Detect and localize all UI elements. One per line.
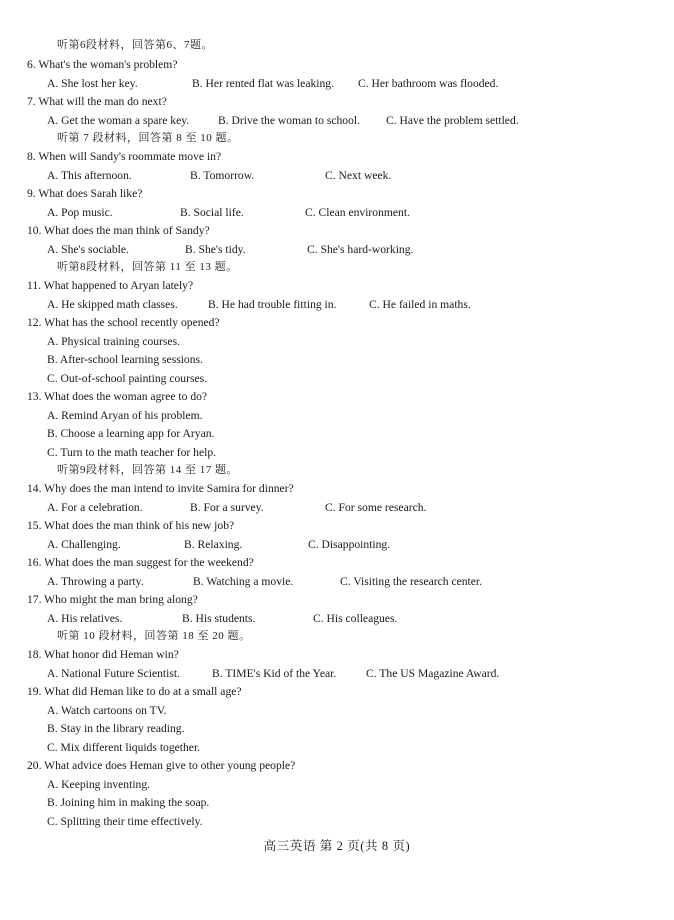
option-a: A. Get the woman a spare key. <box>47 114 190 127</box>
option-a: A. National Future Scientist. <box>47 667 180 680</box>
option-b: B. She's tidy. <box>185 243 246 256</box>
option-a: A. Pop music. <box>47 206 113 219</box>
option-b: B. Stay in the library reading. <box>47 722 185 735</box>
option-c: C. For some research. <box>325 501 427 514</box>
option-b: B. Choose a learning app for Aryan. <box>47 427 215 440</box>
option-c: C. Out-of-school painting courses. <box>47 372 208 385</box>
option-a: A. He skipped math classes. <box>47 298 178 311</box>
option-b: B. Relaxing. <box>184 538 243 551</box>
option-c: C. Disappointing. <box>308 538 391 551</box>
option-c: C. Mix different liquids together. <box>47 741 201 754</box>
option-a: A. Challenging. <box>47 538 121 551</box>
option-c: C. Have the problem settled. <box>386 114 519 127</box>
option-c: C. Next week. <box>325 169 392 182</box>
question-stem: 16. What does the man suggest for the weekend? <box>27 556 254 569</box>
option-c: C. His colleagues. <box>313 612 398 625</box>
option-b: B. Her rented flat was leaking. <box>192 77 334 90</box>
option-b: B. Watching a movie. <box>193 575 294 588</box>
question-stem: 8. When will Sandy's roommate move in? <box>27 150 222 163</box>
option-a: A. For a celebration. <box>47 501 143 514</box>
question-stem: 17. Who might the man bring along? <box>27 593 198 606</box>
option-c: C. Her bathroom was flooded. <box>358 77 499 90</box>
question-stem: 7. What will the man do next? <box>27 95 167 108</box>
option-a: A. She's sociable. <box>47 243 129 256</box>
question-stem: 13. What does the woman agree to do? <box>27 390 208 403</box>
option-a: A. Keeping inventing. <box>47 778 151 791</box>
option-a: A. Watch cartoons on TV. <box>47 704 167 717</box>
question-stem: 18. What honor did Heman win? <box>27 648 179 661</box>
question-stem: 15. What does the man think of his new job? <box>27 519 235 532</box>
question-stem: 11. What happened to Aryan lately? <box>27 279 194 292</box>
option-c: C. Visiting the research center. <box>340 575 483 588</box>
option-a: A. Physical training courses. <box>47 335 180 348</box>
option-b: B. For a survey. <box>190 501 264 514</box>
question-stem: 6. What's the woman's problem? <box>27 58 178 71</box>
question-stem: 9. What does Sarah like? <box>27 187 143 200</box>
question-stem: 14. Why does the man intend to invite Samira for dinner? <box>27 482 294 495</box>
option-c: C. She's hard-working. <box>307 243 414 256</box>
option-a: A. Remind Aryan of his problem. <box>47 409 203 422</box>
option-a: A. She lost her key. <box>47 77 138 90</box>
question-stem: 10. What does the man think of Sandy? <box>27 224 210 237</box>
option-a: A. His relatives. <box>47 612 123 625</box>
section-instruction: 听第6段材料，回答第6、7题。 <box>57 39 213 51</box>
section-instruction: 听第 10 段材料，回答第 18 至 20 题。 <box>57 630 251 642</box>
option-c: C. Clean environment. <box>305 206 410 219</box>
option-b: B. Drive the woman to school. <box>218 114 361 127</box>
option-b: B. He had trouble fitting in. <box>208 298 337 311</box>
option-b: B. His students. <box>182 612 256 625</box>
option-b: B. TIME's Kid of the Year. <box>212 667 337 680</box>
question-stem: 20. What advice does Heman give to other young people? <box>27 759 296 772</box>
option-c: C. Splitting their time effectively. <box>47 815 203 828</box>
option-a: A. Throwing a party. <box>47 575 144 588</box>
option-a: A. This afternoon. <box>47 169 132 182</box>
page-footer: 高三英语 第 2 页(共 8 页) <box>263 839 411 853</box>
section-instruction: 听第9段材料，回答第 14 至 17 题。 <box>57 464 238 476</box>
option-c: C. Turn to the math teacher for help. <box>47 446 217 459</box>
question-stem: 19. What did Heman like to do at a small age? <box>27 685 242 698</box>
section-instruction: 听第 7 段材料，回答第 8 至 10 题。 <box>57 132 239 144</box>
option-b: B. Tomorrow. <box>190 169 255 182</box>
option-c: C. The US Magazine Award. <box>366 667 500 680</box>
question-stem: 12. What has the school recently opened? <box>27 316 220 329</box>
option-c: C. He failed in maths. <box>369 298 471 311</box>
option-b: B. After-school learning sessions. <box>47 353 203 366</box>
section-instruction: 听第8段材料，回答第 11 至 13 题。 <box>57 261 238 273</box>
option-b: B. Social life. <box>180 206 244 219</box>
option-b: B. Joining him in making the soap. <box>47 796 210 809</box>
